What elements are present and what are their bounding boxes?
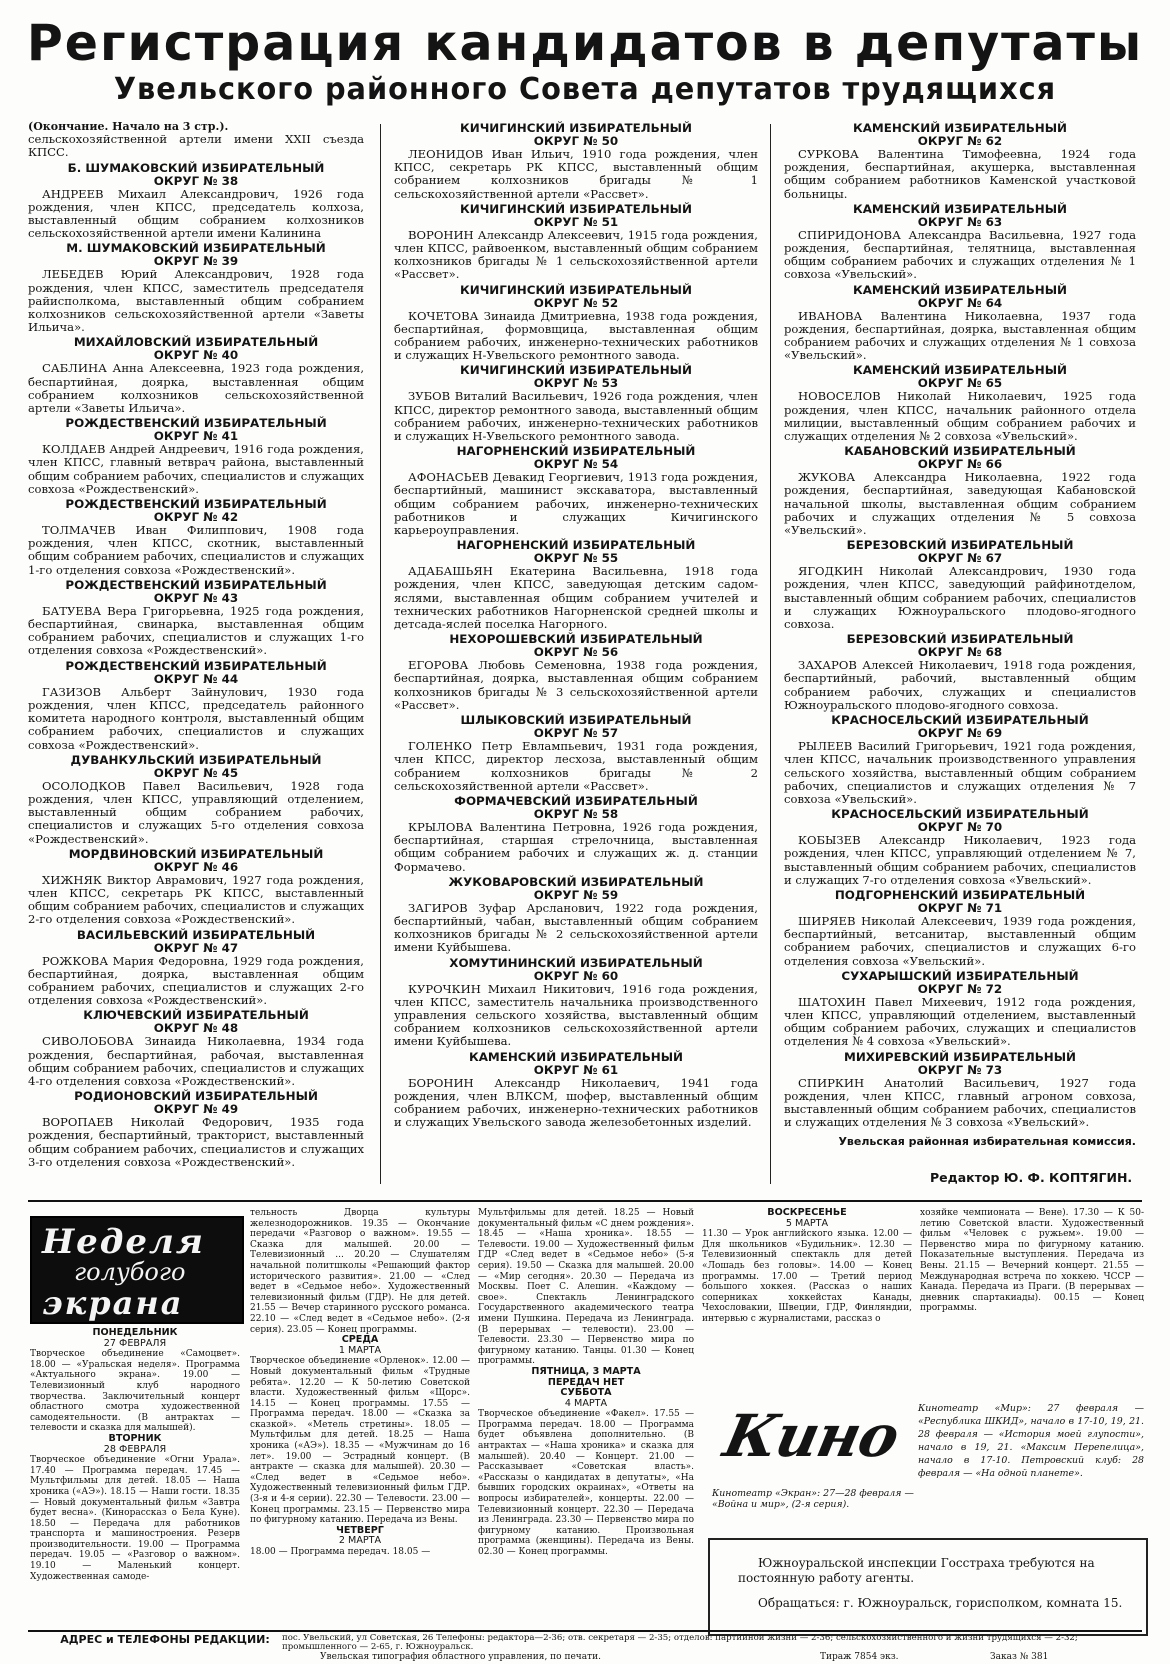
tv-listing: Творческое объединение «Огни Урала». 17.40 — Программа передач. 17.45 — Мультфильмы для детей. 18.05 — Наша хроника («АЭ»). 18.15 — Наши гости. 18.35 — Новый документальный фильм «Завтра будет весна». (Кинорассказ о Бела Куне). 18.50 — Передача для работников транспорта и машиностроения. Резерв производительности. 19.00 — Программа передач. 19.05 — «Разговор о важном». 19.10 — Маленький концерт. Художественная самоде-	[30, 1455, 240, 1582]
tv-column-e	[920, 1208, 1144, 1398]
electoral-district-entry	[28, 579, 364, 658]
candidate-description	[784, 471, 1136, 537]
district-title: РОЖДЕСТВЕНСКИЙ ИЗБИРАТЕЛЬНЫЙ	[65, 577, 327, 592]
district-title: МИХИРЕВСКИЙ ИЗБИРАТЕЛЬНЫЙ	[843, 1049, 1077, 1064]
district-number: ОКРУГ № 70	[917, 820, 1003, 835]
candidate-name: ЕГОРОВА Любовь Семеновна,	[408, 658, 606, 673]
candidate-name: ЛЕБЕДЕВ Юрий Александрович,	[42, 267, 274, 282]
candidate-name: БОРОНИН Александр Николаевич,	[408, 1075, 660, 1090]
candidate-description	[784, 659, 1136, 712]
electoral-district-entry	[394, 122, 758, 201]
tv-column-c	[478, 1208, 694, 1624]
district-number: ОКРУГ № 63	[917, 214, 1003, 229]
district-title: КРАСНОСЕЛЬСКИЙ ИЗБИРАТЕЛЬНЫЙ	[831, 807, 1089, 822]
candidate-description	[394, 659, 758, 712]
district-number: ОКРУГ № 39	[153, 254, 239, 269]
electoral-district-entry	[784, 714, 1136, 806]
candidate-name: ШАТОХИН Павел Михеевич,	[798, 994, 987, 1009]
district-number: ОКРУГ № 71	[917, 900, 1003, 915]
district-number: ОКРУГ № 51	[533, 214, 619, 229]
electoral-district-entry	[784, 122, 1136, 201]
district-title: РОЖДЕСТВЕНСКИЙ ИЗБИРАТЕЛЬНЫЙ	[65, 497, 327, 512]
candidate-details: 1912 года рождения, член КПСС, управляющий отделением, выставленный общим собранием рабочих, служащих и специалистов отделения № 4 совхоза «Увельский».	[784, 994, 1136, 1049]
candidate-description	[394, 1077, 758, 1130]
candidate-description	[28, 874, 364, 927]
electoral-district-entry	[394, 364, 758, 443]
district-number: ОКРУГ № 66	[917, 457, 1003, 472]
tv-listing: Творческое объединение «Факел». 17.55 — Программа передач. 18.00 — Программа будет объявлена дополнительно. (В антрактах — «Наша хроника» и сказка для малышей). 20.40 — Концерт. 21.00 — Рассказывает «Советская власть». «Рассказы о кандидатах в депутаты», «На бывших городских окраинах», «Ответы на вопросы избирателей», концерты. 22.00 — Телевизионный концерт. 22.30 — Передача из Ленинграда. 23.30 — Первенство мира по фигурному катанию. Произвольная программа (женщины). Передача из Вены. 02.30 — Конец программы.	[478, 1409, 694, 1557]
candidate-description	[28, 780, 364, 846]
electoral-district-entry	[394, 445, 758, 537]
district-number: ОКРУГ № 59	[533, 887, 619, 902]
electoral-district-entry	[28, 929, 364, 1008]
district-number: ОКРУГ № 73	[917, 1062, 1003, 1077]
district-number: ОКРУГ № 52	[533, 295, 619, 310]
district-title: М. ШУМАКОВСКИЙ ИЗБИРАТЕЛЬНЫЙ	[66, 241, 326, 256]
candidate-details: 1930 года рождения, член КПСС, председатель районного комитета народного контроля, выставленный общим собранием рабочих, специалистов и служащих совхоза «Рождественский».	[28, 684, 365, 752]
candidate-description	[394, 390, 758, 443]
candidate-name: ШИРЯЕВ Николай Алексеевич,	[798, 913, 997, 928]
district-number: ОКРУГ № 38	[153, 173, 239, 188]
district-number: ОКРУГ № 53	[533, 376, 619, 391]
candidate-details: 1908 года рождения, член КПСС, скотник, выставленный общим собранием рабочих, специалистов и служащих 1-го отделения совхоза «Рождественский».	[28, 523, 364, 577]
district-title: ПОДГОРНЕНСКИЙ ИЗБИРАТЕЛЬНЫЙ	[834, 887, 1086, 902]
candidate-description	[394, 471, 758, 537]
electoral-district-entry	[394, 876, 758, 955]
electoral-district-entry	[394, 714, 758, 793]
tv-listing: Мультфильмы для детей. 18.25 — Новый документальный фильм «С днем рождения». 18.45 — «Наша хроника». 18.55 — Телевости. 19.00 — Художественный фильм ГДР «След ведет в «Седьмое небо» (5-я серия). 19.50 — Сказка для малышей. 20.00 — «Мир сегодня». 20.30 — Передача из Москвы. Поет С. Алешин. «Каждому — свое». Спектакль Ленинградского Государственного академического театра имени Пушкина. Передача из Ленинграда. (В перерывах — телевости). 23.00 — Телевости. 23.30 — Первенство мира по фигурному катанию. Танцы. 01.30 — Конец программы.	[478, 1208, 694, 1367]
candidate-description	[784, 148, 1136, 201]
district-number: ОКРУГ № 58	[533, 806, 619, 821]
candidate-description	[394, 148, 758, 201]
district-number: ОКРУГ № 72	[917, 981, 1003, 996]
candidate-details: 1930 года рождения, член КПСС, заведующий райфинотделом, выставленный общим собранием рабочих, специалистов и служащих Южноуральского плодово-ягодного совхоза.	[784, 564, 1136, 632]
candidate-name: ВОРОПАЕВ Николай Федорович,	[42, 1115, 273, 1130]
candidate-name: КОБЫЗЕВ Александр Николаевич,	[798, 833, 1043, 848]
candidate-description	[394, 821, 758, 874]
district-title: КИЧИГИНСКИЙ ИЗБИРАТЕЛЬНЫЙ	[460, 201, 692, 216]
district-title: КАМЕНСКИЙ ИЗБИРАТЕЛЬНЫЙ	[852, 201, 1068, 216]
commission-signature: Увельская районная избирательная комиссия.	[838, 1135, 1136, 1149]
candidate-details: 1913 года рождения, беспартийный, машинист экскаватора, выставленный общим собранием рабочих, инженерно-технических работников и служащих Кичигинского карьероуправления.	[394, 470, 758, 538]
electoral-district-entry	[28, 1009, 364, 1088]
candidate-name: ЗАГИРОВ Зуфар Арсланович,	[408, 900, 604, 915]
district-title: НАГОРНЕНСКИЙ ИЗБИРАТЕЛЬНЫЙ	[456, 444, 696, 459]
candidate-details: 1927 года рождения, член КПСС, секретарь РК КПСС, выставленный общим собранием рабочих, специалистов и служащих 2-го отделения совхоза «Рождественский».	[28, 872, 365, 927]
candidate-details: 1935 года рождения, беспартийный, тракторист, выставленный общим собранием рабочих, специалистов и служащих 3-го отделения совхоза «Рождественский».	[28, 1115, 364, 1169]
electoral-district-entry	[784, 889, 1136, 968]
district-title: НАГОРНЕНСКИЙ ИЗБИРАТЕЛЬНЫЙ	[456, 538, 696, 553]
candidate-name: КОЛДАЕВ Андрей Андреевич,	[42, 442, 230, 457]
cinema-mir-schedule: Кинотеатр «Мир»: 27 февраля — «Республика ШКИД», начало в 17-10, 19, 21. 28 февраля — «История моей глупости», начало в 19, 21. «Максим Перепелица», начало в 17-10. Петровский клуб: 28 февраля — «На одной планете».	[918, 1403, 1144, 1479]
day-heading: СРЕДА	[341, 1334, 379, 1346]
district-number: ОКРУГ № 46	[153, 859, 239, 874]
electoral-district-entry	[784, 539, 1136, 631]
tv-listing: Творческое объединение «Самоцвет». 18.00 — «Уральская неделя». Программа «Актуального экрана». 19.00 — Телевизионный клуб народного творчества. Заключительный концерт областного смотра художественной самодеятельности. (В антрактах — телевости и сказка для малышей).	[30, 1349, 240, 1434]
day-date: 5 МАРТА	[785, 1217, 829, 1229]
logo-word-3: экрана	[42, 1284, 184, 1322]
candidate-description	[784, 834, 1136, 887]
candidate-details: 1921 года рождения, член КПСС, начальник производственного управления сельского хозяйства, выставленный общим собранием рабочих, специалистов и служащих отделения № 7 совхоза «Увельский».	[784, 739, 1136, 806]
ad-line-1: Южноуральской инспекции Госстраха требуются на постоянную работу агенты.	[738, 1556, 1095, 1585]
district-title: МИХАЙЛОВСКИЙ ИЗБИРАТЕЛЬНЫЙ	[73, 335, 319, 350]
district-number: ОКРУГ № 42	[153, 510, 239, 525]
footer-address-label: АДРЕС и ТЕЛЕФОНЫ РЕДАКЦИИ:	[60, 1633, 270, 1646]
tv-column-b	[250, 1208, 470, 1624]
candidate-description	[394, 983, 758, 1049]
candidate-description	[784, 565, 1136, 631]
electoral-district-entry	[394, 795, 758, 874]
district-title: ШЛЫКОВСКИЙ ИЗБИРАТЕЛЬНЫЙ	[460, 713, 692, 728]
candidate-details: 1925 года рождения, беспартийная, свинарка, выставленная общим собранием рабочих, специалистов и служащих 1-го отделения совхоза «Рождественский».	[28, 603, 364, 658]
column-divider	[380, 124, 381, 1184]
cinema-ekran-schedule: Кинотеатр «Экран»: 27—28 февраля — «Война и мир», (2-я серия).	[712, 1488, 914, 1510]
day-heading: ПЯТНИЦА, 3 МАРТА	[531, 1365, 641, 1377]
candidate-description	[394, 902, 758, 955]
electoral-district-entry	[784, 364, 1136, 443]
electoral-district-entry	[28, 242, 364, 334]
logo-word-2: голубого	[74, 1258, 186, 1286]
district-title: Б. ШУМАКОВСКИЙ ИЗБИРАТЕЛЬНЫЙ	[67, 160, 325, 175]
candidate-description	[28, 1035, 364, 1088]
day-date: 2 МАРТА	[338, 1535, 382, 1547]
candidate-name: КУРОЧКИН Михаил Никитович,	[408, 981, 615, 996]
electoral-district-entry	[784, 284, 1136, 363]
district-title: РОДИОНОВСКИЙ ИЗБИРАТЕЛЬНЫЙ	[74, 1089, 318, 1104]
column-2	[394, 120, 758, 1129]
candidate-description	[784, 310, 1136, 363]
column-3	[784, 120, 1136, 1149]
candidate-details: 1922 года рождения, беспартийный, чабан, выставленный общим собранием колхозников бригады № 2 сельскохозяйственной артели имени Куйбышева.	[394, 900, 758, 955]
district-title: КАБАНОВСКИЙ ИЗБИРАТЕЛЬНЫЙ	[844, 444, 1076, 459]
candidate-name: БАТУЕВА Вера Григорьевна,	[42, 603, 225, 618]
candidate-details: 1926 года рождения, беспартийная, старшая стрелочница, выставленная общим собранием рабочих и служащих ж. д. станции Формачево.	[394, 819, 758, 874]
candidate-name: ЗУБОВ Виталий Васильевич,	[408, 389, 588, 404]
district-number: ОКРУГ № 45	[153, 765, 239, 780]
district-title: СУХАРЫШСКИЙ ИЗБИРАТЕЛЬНЫЙ	[841, 968, 1079, 983]
section-divider	[28, 1200, 1142, 1202]
district-title: КЛЮЧЕВСКИЙ ИЗБИРАТЕЛЬНЫЙ	[83, 1008, 309, 1023]
candidate-name: ГОЛЕНКО Петр Евлампьевич,	[408, 739, 607, 754]
day-heading: ВОСКРЕСЕНЬЕ	[767, 1208, 847, 1218]
footer-contacts: пос. Увельский, ул Советская, 26 Телефоны: редактора—2-36; отв. секретаря — 2-35; отделов: партийной жизни — 2-36; сельскохозяйственного и жизни трудящихся — 2-32; промышленного — 2-65, г. Южноуральск.	[282, 1633, 1078, 1653]
day-heading: ЧЕТВЕРГ	[336, 1524, 384, 1536]
candidate-description	[28, 443, 364, 496]
electoral-district-entry	[28, 162, 364, 241]
district-title: КИЧИГИНСКИЙ ИЗБИРАТЕЛЬНЫЙ	[460, 282, 692, 297]
intro-text: сельскохозяйственной артели имени XXII съезда КПСС.	[28, 132, 364, 160]
tv-listing: Творческое объединение «Орленок». 12.00 — Новый документальный фильм «Трудные ребята». 12.20 — К 50-летию Советской власти. Художественный фильм «Щорс». 14.15 — Конец программы. 17.55 — Программа передач. 18.00 — «Сказка за сказкой». «Метель стретины». 18.05 — Мультфильм для детей. 18.25 — Наша хроника («АЭ»). 18.35 — «Мужчинам до 16 лет». 19.00 — Эстрадный концерт. (В антракте — сказка для малышей). 20.30 — «След ведет в «Седьмое небо». Художественный телевизионный фильм ГДР. (3-я и 4-я серии). 22.30 — Телевости. 23.00 — Конец программы. 23.15 — Первенство мира по фигурному катанию. Передача из Вены.	[250, 1356, 470, 1526]
column-1	[28, 120, 364, 1169]
district-title: НЕХОРОШЕВСКИЙ ИЗБИРАТЕЛЬНЫЙ	[449, 632, 703, 647]
district-number: ОКРУГ № 48	[153, 1021, 239, 1036]
district-title: РОЖДЕСТВЕНСКИЙ ИЗБИРАТЕЛЬНЫЙ	[65, 416, 327, 431]
district-number: ОКРУГ № 68	[917, 645, 1003, 660]
candidate-name: АДАБАШЬЯН Екатерина Васильевна,	[408, 564, 668, 579]
editor-signature: Редактор Ю. Ф. КОПТЯГИН.	[930, 1170, 1133, 1185]
candidate-name: СУРКОВА Валентина Тимофеевна,	[798, 147, 1042, 161]
candidate-name: СПИРКИН Анатолий Васильевич,	[798, 1075, 1040, 1090]
candidate-details: 1923 года рождения, член КПСС, управляющий отделением № 7, выставленный общим собранием рабочих, специалистов и служащих 7-го отделения совхоза «Увельский».	[784, 833, 1137, 887]
candidate-description	[28, 268, 364, 334]
candidate-description	[784, 390, 1136, 443]
candidate-details: 1941 года рождения, член ВЛКСМ, шофер, выставленный общим собранием рабочих, инженерно-технических работников и служащих Увельского завода железобетонных изделий.	[394, 1075, 759, 1130]
candidate-description	[394, 310, 758, 363]
candidate-details: 1922 года рождения, беспартийная, заведующая Кабановской начальной школы, выставленная общим собранием рабочих и служащих отделения № 5 совхоза «Увельский».	[784, 470, 1137, 538]
candidate-details: 1916 года рождения, член КПСС, главный ветврач района, выставленный общим собранием рабочих, специалистов и служащих совхоза «Рождественский».	[28, 442, 364, 496]
candidate-description	[784, 1077, 1136, 1130]
electoral-district-entry	[394, 203, 758, 282]
tv-column-d	[702, 1208, 912, 1398]
candidate-details: 1931 года рождения, член КПСС, директор лесхоза, выставленный общим собранием колхозников бригады № 2 сельскохозяйственной артели «Рассвет».	[394, 739, 758, 793]
candidate-description	[784, 915, 1136, 968]
candidate-description	[28, 955, 364, 1008]
candidate-details: 1937 года рождения, беспартийная, доярка, выставленная общим собранием рабочих и служащих отделения № 1 совхоза «Увельский».	[784, 308, 1137, 363]
district-number: ОКРУГ № 43	[153, 590, 239, 605]
district-title: ВАСИЛЬЕВСКИЙ ИЗБИРАТЕЛЬНЫЙ	[76, 927, 316, 942]
district-title: МОРДВИНОВСКИЙ ИЗБИРАТЕЛЬНЫЙ	[68, 846, 324, 861]
candidate-description	[394, 229, 758, 282]
candidate-name: КОЧЕТОВА Зинаида Дмитриевна,	[408, 308, 620, 323]
candidate-description	[784, 229, 1136, 282]
candidate-details: 1927 года рождения, член КПСС, главный агроном совхоза, выставленный общим собранием рабочих, специалистов и служащих отделения № 3 совхоза «Увельский».	[784, 1075, 1136, 1130]
district-number: ОКРУГ № 49	[153, 1102, 239, 1117]
district-number: ОКРУГ № 64	[917, 295, 1003, 310]
candidate-details: 1938 года рождения, беспартийная, доярка, выставленная общим собранием колхозников бригады № 3 сельскохозяйственной артели «Рассвет».	[394, 658, 758, 712]
candidate-name: ГАЗИЗОВ Альберт Зайнулович,	[42, 684, 268, 699]
candidate-details: 1925 года рождения, член КПСС, начальник районного отдела милиции, выставленный общим собранием рабочих и служащих отделения № 2 совхоза «Увельский».	[784, 389, 1137, 444]
candidate-name: ХИЖНЯК Виктор Аврамович,	[42, 872, 228, 887]
candidate-description	[28, 605, 364, 658]
electoral-district-entry	[28, 848, 364, 927]
district-number: ОКРУГ № 55	[533, 551, 619, 566]
candidate-name: СИВОЛОБОВА Зинаида Николаевна,	[42, 1034, 286, 1049]
headline-line-2: Увельского районного Совета депутатов трудящихся	[113, 72, 1057, 107]
day-note: ПЕРЕДАЧ НЕТ	[547, 1376, 625, 1388]
district-title: ДУВАНКУЛЬСКИЙ ИЗБИРАТЕЛЬНЫЙ	[70, 752, 322, 767]
district-number: ОКРУГ № 69	[917, 726, 1003, 741]
candidate-name: РЫЛЕЕВ Василий Григорьевич,	[798, 739, 998, 754]
candidate-description	[28, 686, 364, 752]
district-number: ОКРУГ № 54	[533, 457, 619, 472]
district-title: КИЧИГИНСКИЙ ИЗБИРАТЕЛЬНЫЙ	[460, 363, 692, 378]
candidate-details: 1926 года рождения, член КПСС, директор ремонтного завода, выставленный общим собранием рабочих, инженерно-технических работников и служащих Н-Увельского ремонтного завода.	[394, 389, 758, 444]
electoral-district-entry	[28, 336, 364, 415]
candidate-name: НОВОСЕЛОВ Николай Николаевич,	[798, 389, 1047, 404]
district-number: ОКРУГ № 56	[533, 645, 619, 660]
day-date: 28 ФЕВРАЛЯ	[103, 1443, 167, 1455]
district-number: ОКРУГ № 41	[153, 429, 239, 444]
district-number: ОКРУГ № 40	[153, 348, 239, 363]
district-title: КАМЕНСКИЙ ИЗБИРАТЕЛЬНЫЙ	[852, 363, 1068, 378]
day-heading: ПОНЕДЕЛЬНИК	[92, 1328, 178, 1338]
electoral-district-entry	[394, 633, 758, 712]
tv-listing: 11.30 — Урок английского языка. 12.00 — Для школьников «Будильник». 12.30 — Телевизионный спектакль для детей «Лошадь без головы». 14.00 — Конец программы. 17.00 — Третий период большого хоккея. (Рассказ о наших соперниках хоккейстах Канады, Чехословакии, Швеции, ГДР, Финляндии, интервью с журналистами, рассказ о	[702, 1229, 912, 1324]
candidate-details: 1910 года рождения, член КПСС, секретарь РК КПСС, выставленный общим собранием колхозников бригады № 1 сельскохозяйственной артели «Рассвет».	[394, 147, 759, 201]
candidate-description	[28, 1116, 364, 1169]
candidate-details: 1924 года рождения, беспартийная, акушерка, выставленная общим собранием работников Каменской участковой больницы.	[784, 147, 1137, 201]
candidate-description	[394, 740, 758, 793]
electoral-district-entry	[784, 203, 1136, 282]
candidate-details: 1927 года рождения, беспартийная, телятница, выставленная общим собранием рабочих и служащих отделения № 1 совхоза «Увельский».	[784, 227, 1137, 282]
intro-note: (Окончание. Начало на 3 стр.).	[28, 120, 229, 133]
day-date: 1 МАРТА	[338, 1344, 382, 1356]
district-title: КИЧИГИНСКИЙ ИЗБИРАТЕЛЬНЫЙ	[460, 121, 692, 135]
footer-circulation: Тираж 7854 экз.	[820, 1652, 899, 1662]
candidate-description	[28, 524, 364, 577]
district-title: РОЖДЕСТВЕНСКИЙ ИЗБИРАТЕЛЬНЫЙ	[65, 658, 327, 673]
candidate-details: 1939 года рождения, беспартийный, ветсанитар, выставленный общим собранием рабочих, специалистов и служащих 6-го отделения совхоза «Увельский».	[784, 913, 1136, 968]
electoral-district-entry	[394, 284, 758, 363]
footer-printing-house: Увельская типография областного управления, по печати.	[320, 1652, 601, 1662]
candidate-details: 1926 года рождения, член КПСС, председатель колхоза, выставленный общим собранием колхозников сельскохозяйственной артели имени Калинина	[28, 186, 365, 241]
district-number: ОКРУГ № 67	[917, 551, 1003, 566]
electoral-district-entry	[28, 1090, 364, 1169]
district-title: БЕРЕЗОВСКИЙ ИЗБИРАТЕЛЬНЫЙ	[846, 632, 1074, 647]
candidate-details: 1918 года рождения, беспартийный, рабочий, выставленный общим собранием рабочих, служащих и специалистов Южноуральского плодово-ягодного совхоза.	[784, 658, 1136, 712]
day-heading: ВТОРНИК	[108, 1432, 162, 1444]
tv-listing: тельность Дворца культуры железнодорожников. 19.35 — Окончание передачи «Разговор о важном». 19.55 — Сказка для малышей. 20.00 — Телевизионный ... 20.20 — Слушателям начальной политшколы «Решающий фактор исторического развития». 21.00 — «След ведет в «Седьмое небо». Художественный телевизионный фильм (ГДР). Не для детей. 21.55 — Вечер старинного русского романса. 22.10 — «След ведет в «Седьмое небо». (2-я серия). 23.05 — Конец программы.	[250, 1208, 470, 1335]
candidate-name: АФОНАСЬЕВ Девакид Георгиевич,	[408, 470, 624, 485]
district-title: ЖУКОВАРОВСКИЙ ИЗБИРАТЕЛЬНЫЙ	[448, 874, 704, 889]
headline-line-1: Регистрация кандидатов в депутаты	[26, 14, 1144, 72]
tv-column-a	[30, 1328, 240, 1624]
district-title: ХОМУТИНИНСКИЙ ИЗБИРАТЕЛЬНЫЙ	[449, 955, 703, 970]
logo-word-1: Неделя	[42, 1222, 205, 1262]
gosstrakh-ad	[708, 1538, 1148, 1636]
electoral-district-entry	[28, 660, 364, 752]
column-divider	[770, 124, 771, 1184]
tv-listing: хозяйке чемпионата — Вене). 17.30 — К 50-летию Советской власти. Художественный фильм «Человек с ружьем». 19.00 — Первенство мира по фигурному катанию. Показательные выступления. Передача из Вены. 21.15 — Вечерний концерт. 21.55 — Международная встреча по хоккею. ЧССР — Канада. Передача из Праги. (В перерывах — дневник спартакиады). 00.15 — Конец программы.	[920, 1208, 1144, 1314]
candidate-name: КРЫЛОВА Валентина Петровна,	[408, 819, 616, 834]
electoral-district-entry	[394, 957, 758, 1049]
electoral-district-entry	[28, 498, 364, 577]
candidate-details: 1915 года рождения, член КПСС, райвоенком, выставленный общим собранием колхозников бригады № 1 сельскохозяйственной артели «Рассвет».	[394, 227, 758, 282]
electoral-district-entry	[28, 754, 364, 846]
candidate-name: ИВАНОВА Валентина Николаевна,	[798, 308, 1043, 323]
candidate-description	[394, 565, 758, 631]
electoral-district-entry	[394, 539, 758, 631]
tv-week-logo	[30, 1216, 244, 1324]
candidate-description	[28, 362, 364, 415]
district-number: ОКРУГ № 61	[533, 1062, 619, 1077]
candidate-name: ВОРОНИН Александр Алексеевич,	[408, 227, 624, 242]
candidate-description	[28, 188, 364, 241]
candidate-name: ЖУКОВА Александра Николаевна,	[798, 470, 1043, 485]
electoral-district-entry	[394, 1051, 758, 1130]
district-title: КРАСНОСЕЛЬСКИЙ ИЗБИРАТЕЛЬНЫЙ	[831, 713, 1089, 728]
district-title: КАМЕНСКИЙ ИЗБИРАТЕЛЬНЫЙ	[852, 282, 1068, 297]
candidate-description	[784, 996, 1136, 1049]
candidate-details: 1916 года рождения, член КПСС, заместитель начальника производственного управления сельского хозяйства, выставленный общим собранием колхозников сельскохозяйственной артели имени Куйбышева.	[394, 981, 758, 1049]
candidate-details: 1918 года рождения, член КПСС, заведующая детским садом-яслями, выставленная общим собранием учителей и технических работников Нагорненской средней школы и детсада-яслей поселка Нагорного.	[394, 564, 759, 632]
day-date: 27 ФЕВРАЛЯ	[103, 1337, 167, 1349]
district-title: БЕРЕЗОВСКИЙ ИЗБИРАТЕЛЬНЫЙ	[846, 538, 1074, 553]
district-number: ОКРУГ № 57	[533, 726, 619, 741]
tv-listing: 18.00 — Программа передач. 18.05 —	[250, 1547, 431, 1557]
candidate-details: 1938 года рождения, беспартийная, формовщица, выставленная общим собранием рабочих, инженерно-технических работников и служащих Н-Увельского ремонтного завода.	[394, 308, 758, 363]
candidate-name: АНДРЕЕВ Михаил Александрович,	[42, 186, 279, 201]
electoral-district-entry	[784, 633, 1136, 712]
candidate-details: 1928 года рождения, член КПСС, заместитель председателя райисполкома, выставленный общим собранием колхозников сельскохозяйственной артели «Заветы Ильича».	[28, 267, 364, 335]
candidate-name: САБЛИНА Анна Алексеевна,	[42, 361, 225, 376]
district-title: ФОРМАЧЕВСКИЙ ИЗБИРАТЕЛЬНЫЙ	[454, 793, 698, 808]
district-number: ОКРУГ № 50	[533, 134, 619, 148]
candidate-description	[784, 740, 1136, 806]
candidate-details: 1934 года рождения, беспартийная, рабочая, выставленная общим собранием рабочих, специалистов и служащих 4-го отделения совхоза «Рождественский».	[28, 1034, 365, 1088]
district-title: КАМЕНСКИЙ ИЗБИРАТЕЛЬНЫЙ	[852, 121, 1068, 135]
district-number: ОКРУГ № 62	[917, 134, 1003, 148]
electoral-district-entry	[784, 808, 1136, 887]
district-title: КАМЕНСКИЙ ИЗБИРАТЕЛЬНЫЙ	[468, 1049, 684, 1064]
electoral-district-entry	[784, 445, 1136, 537]
electoral-district-entry	[784, 1051, 1136, 1130]
candidate-name: ЗАХАРОВ Алексей Николаевич,	[798, 658, 998, 673]
electoral-district-entry	[784, 970, 1136, 1049]
candidate-name: ТОЛМАЧЕВ Иван Филиппович,	[42, 523, 268, 538]
district-number: ОКРУГ № 65	[917, 376, 1003, 391]
candidate-name: ЯГОДКИН Николай Александрович,	[798, 564, 1048, 579]
candidate-details: 1928 года рождения, член КПСС, управляющий отделением, выставленный общим собранием рабочих, специалистов и служащих 5-го отделения совхоза «Рождественский».	[28, 778, 365, 846]
candidate-details: 1929 года рождения, беспартийная, доярка, выставленная общим собранием рабочих, специалистов и служащих 2-го отделения совхоза «Рождественский».	[28, 953, 364, 1008]
day-date: 4 МАРТА	[564, 1397, 608, 1409]
candidate-name: СПИРИДОНОВА Александра Васильевна,	[798, 227, 1065, 242]
day-heading: СУББОТА	[560, 1387, 612, 1399]
ad-line-2: Обращаться: г. Южноуральск, горисполком, комната 15.	[758, 1596, 1123, 1610]
footer-divider	[28, 1630, 1142, 1632]
district-number: ОКРУГ № 44	[153, 671, 239, 686]
candidate-name: ЛЕОНИДОВ Иван Ильич,	[408, 147, 574, 161]
candidate-name: РОЖКОВА Мария Федоровна,	[42, 953, 229, 968]
district-number: ОКРУГ № 47	[153, 940, 239, 955]
district-number: ОКРУГ № 60	[533, 968, 619, 983]
electoral-district-entry	[28, 417, 364, 496]
candidate-name: ОСОЛОДКОВ Павел Васильевич,	[42, 778, 274, 793]
footer-order: Заказ № 381	[990, 1652, 1049, 1662]
candidate-details: 1923 года рождения, беспартийная, доярка, выставленная общим собранием колхозников сельскохозяйственной артели «Заветы Ильича».	[28, 361, 364, 416]
kino-logo: Кино	[718, 1402, 905, 1470]
